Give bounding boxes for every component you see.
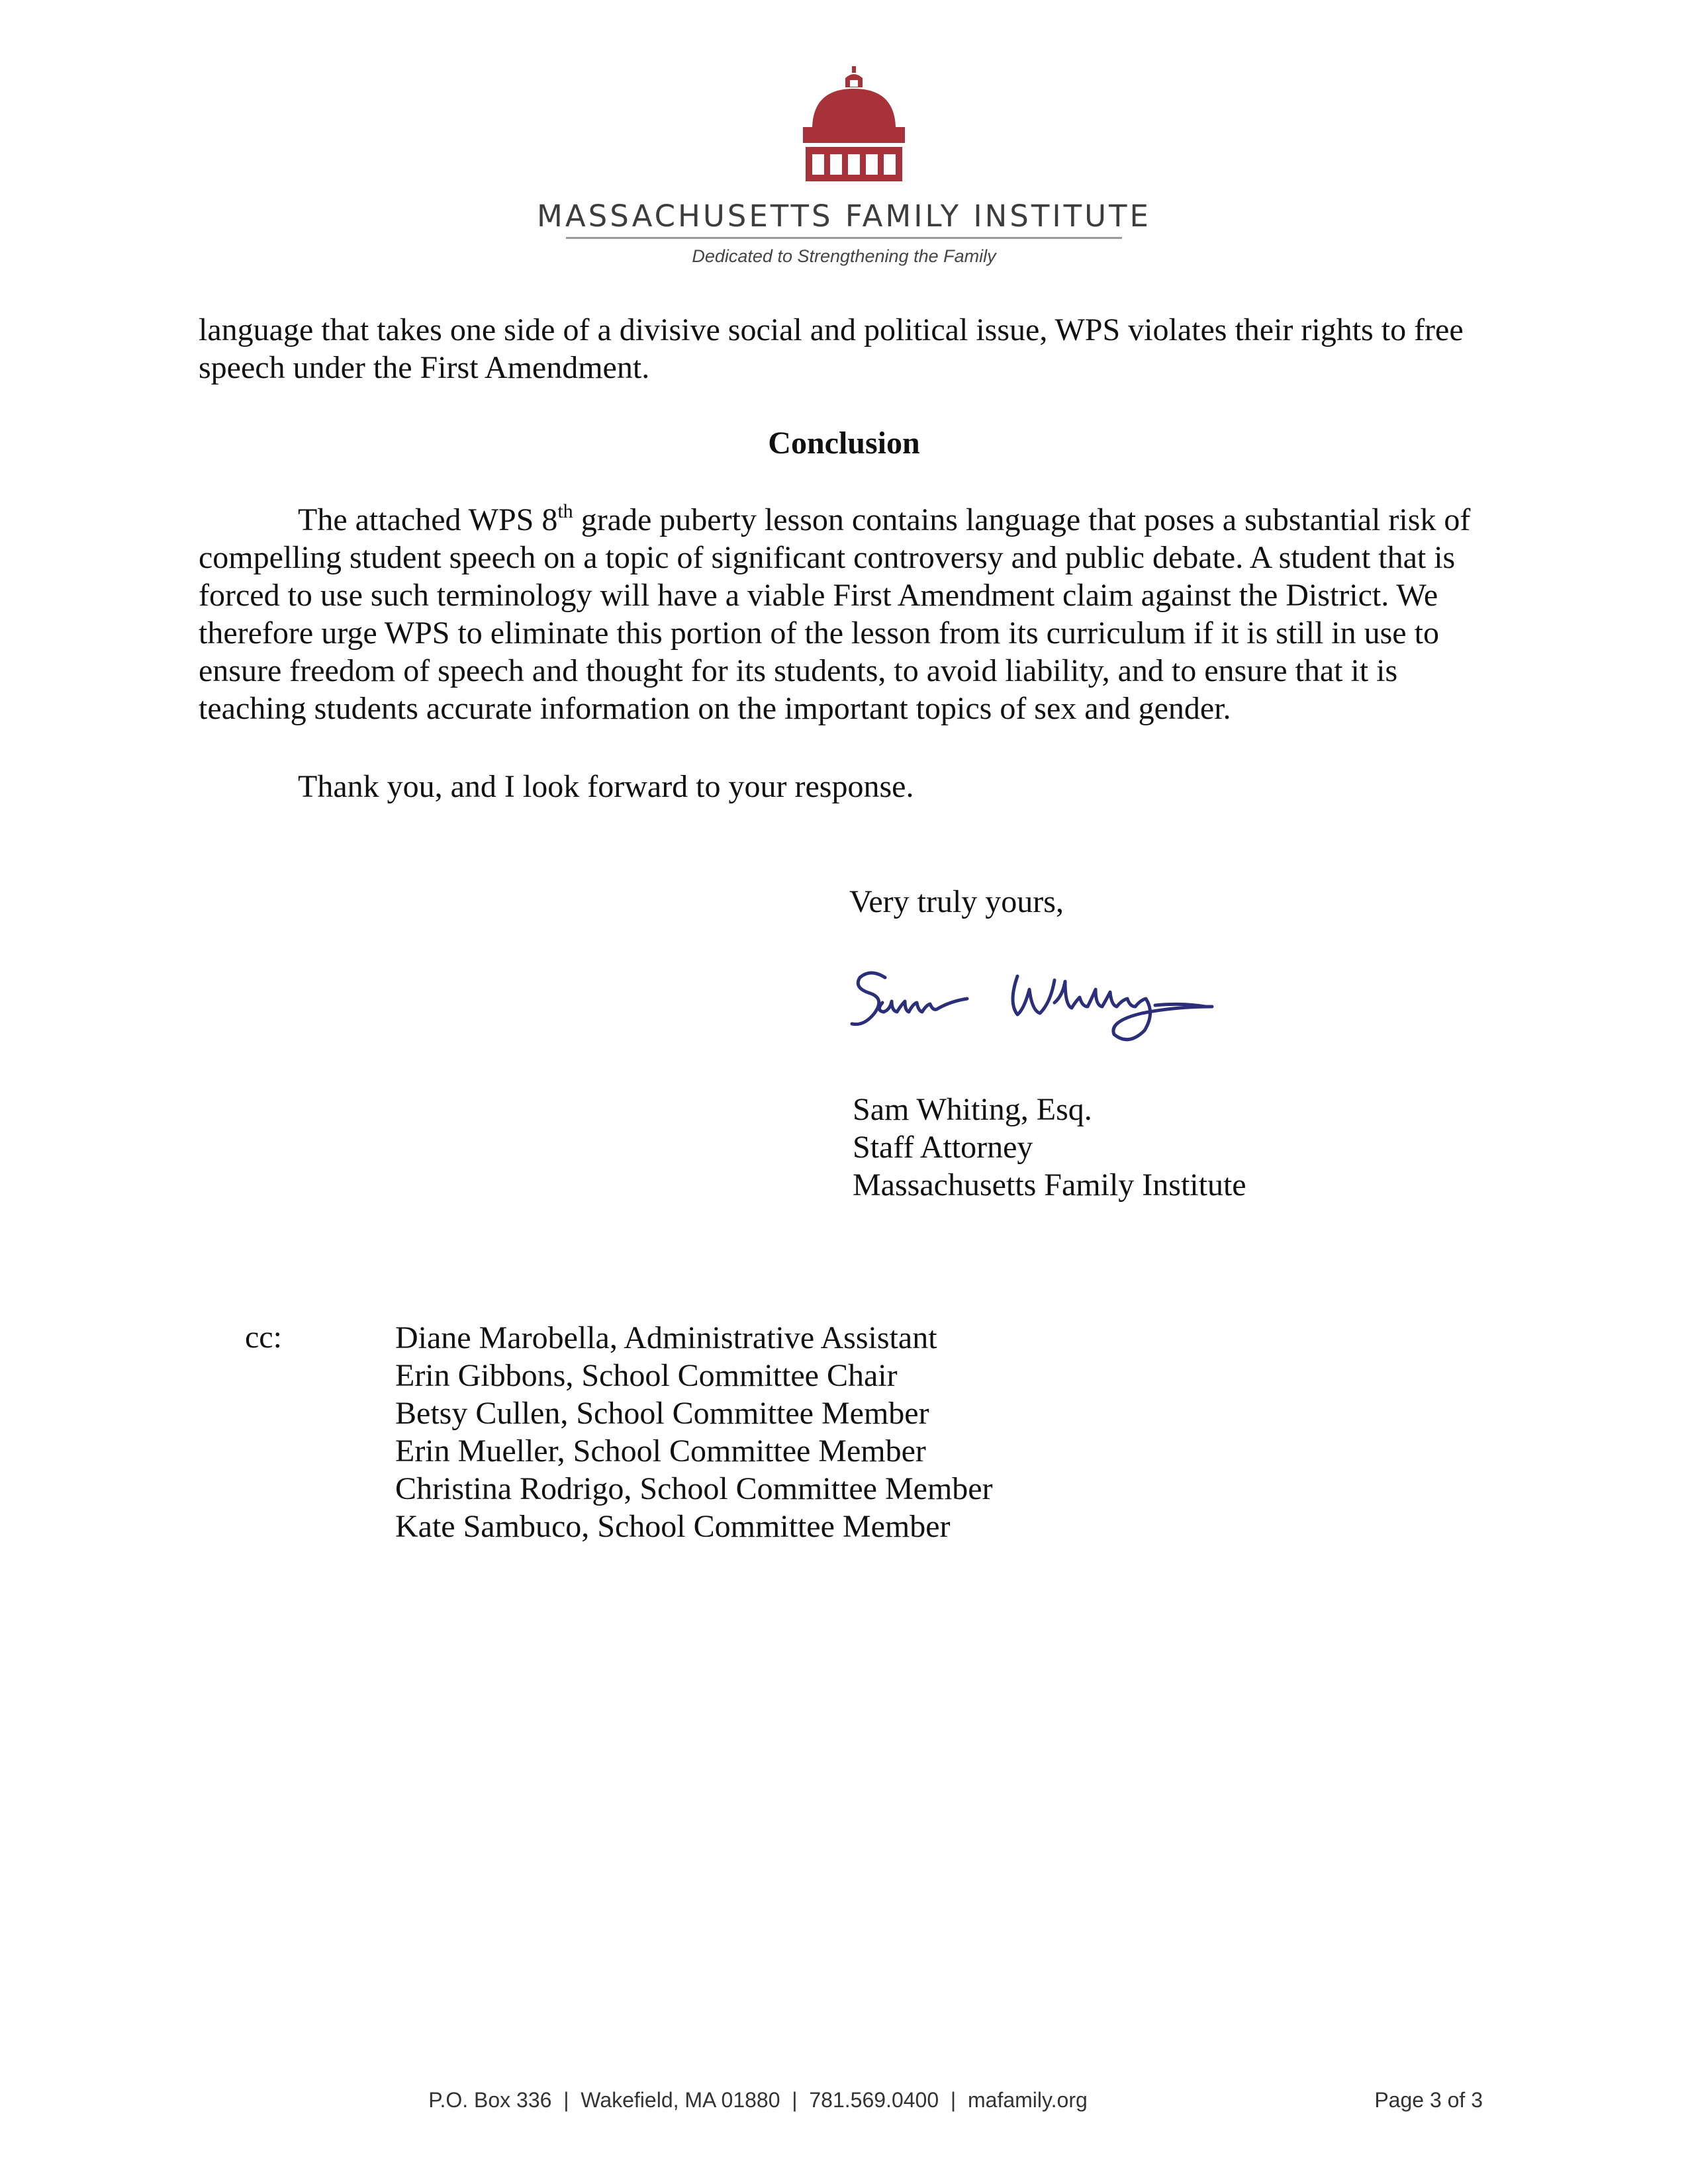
cc-recipient: Erin Mueller, School Committee Member (395, 1433, 926, 1469)
letterhead-divider (566, 237, 1122, 239)
cc-recipient-list (395, 1319, 993, 1545)
signer-name: Sam Whiting, Esq. (853, 1092, 1092, 1127)
cc-label: cc: (245, 1320, 282, 1355)
body-paragraph-3: Thank you, and I look forward to your response. (298, 769, 914, 804)
signer-organization: Massachusetts Family Institute (853, 1167, 1246, 1203)
closing-salutation: Very truly yours, (849, 884, 1064, 919)
para2-text-end: grade puberty lesson contains language that poses a substantial risk of compelling student speech on a topic of significant controversy and public debate. A student that is forced to use such terminology will have a viable First Amendment claim against the District. We therefore urge WPS to eliminate this portion of the lesson from its curriculum if it is still in use to ensure freedom of speech and thought for its students, to avoid liability, and to ensure that it is teaching students accurate information on the important topics of sex and gender. (199, 502, 1471, 726)
org-name: MASSACHUSETTS FAMILY INSTITUTE (537, 199, 1151, 234)
cc-recipient: Erin Gibbons, School Committee Chair (395, 1358, 898, 1393)
signer-details (853, 1091, 1246, 1204)
letterhead (536, 53, 1152, 278)
cc-recipient: Diane Marobella, Administrative Assistant (395, 1320, 937, 1355)
handwritten-signature (844, 950, 1241, 1056)
cc-recipient: Kate Sambuco, School Committee Member (395, 1509, 951, 1544)
org-tagline: Dedicated to Strengthening the Family (692, 246, 996, 266)
cc-recipient: Christina Rodrigo, School Committee Member (395, 1471, 993, 1506)
para2-text-start: The attached WPS 8 (298, 502, 558, 537)
capitol-dome-icon (771, 66, 937, 182)
body-paragraph-1: language that takes one side of a divisive social and political issue, WPS violates their rights to free speech under the First Amendment. (199, 312, 1464, 385)
section-heading-conclusion: Conclusion (768, 426, 920, 461)
body-paragraph-2 (199, 501, 1489, 727)
page-number: Page 3 of 3 (1374, 2088, 1483, 2112)
footer-address: P.O. Box 336 | Wakefield, MA 01880 | 781.569.0400 | mafamily.org (428, 2088, 1088, 2112)
signer-title: Staff Attorney (853, 1130, 1033, 1165)
ordinal-superscript: th (557, 500, 573, 522)
cc-recipient: Betsy Cullen, School Committee Member (395, 1396, 929, 1431)
